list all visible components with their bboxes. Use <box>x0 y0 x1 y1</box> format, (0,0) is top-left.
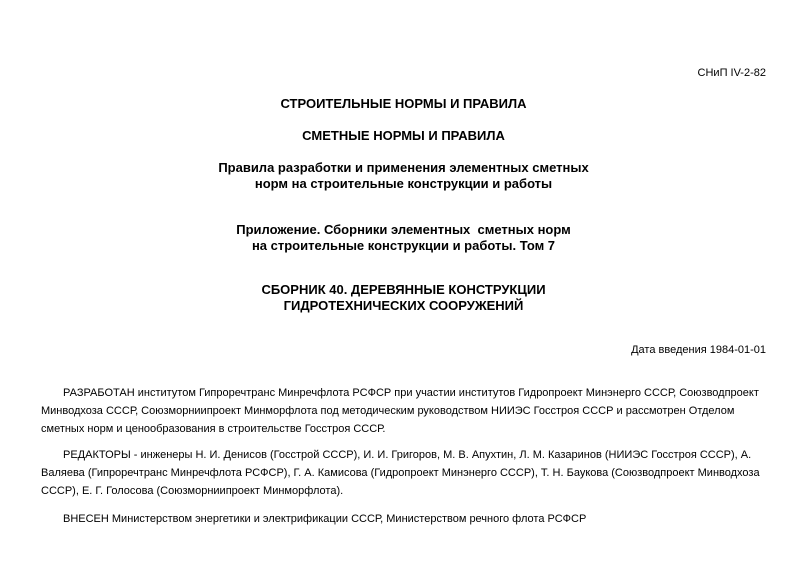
developed-line-3: сметных норм и ценообразования в строительстве Госстроя СССР. <box>41 423 386 435</box>
title-collection <box>0 282 807 314</box>
title-building-norms: СТРОИТЕЛЬНЫЕ НОРМЫ И ПРАВИЛА <box>280 96 527 111</box>
editors-line-1: РЕДАКТОРЫ - инженеры Н. И. Денисов (Госстрой СССР), И. И. Григоров, М. В. Апухтин, Л. М. Казаринов (НИИЭС Госстроя СССР), А. <box>63 449 752 461</box>
title-appendix-line2: на строительные конструкции и работы. Том 7 <box>251 238 556 253</box>
title-appendix <box>0 222 807 254</box>
title-estimate-norms: СМЕТНЫЕ НОРМЫ И ПРАВИЛА <box>302 128 505 143</box>
editors-line-2: Валяева (Гипроречтранс Минречфлота РСФСР), Г. А. Камисова (Гидропроект Минэнерго СССР), Т. Н. Баукова (Союзводпроект Минводхоза <box>41 467 760 479</box>
developed-line-1: РАЗРАБОТАН институтом Гипроречтранс Минречфлота РСФСР при участии институтов Гидропроект Минэнерго СССР, Союзводпроект <box>63 387 759 399</box>
title-collection-line2: ГИДРОТЕХНИЧЕСКИХ СООРУЖЕНИЙ <box>283 298 524 313</box>
introduction-date: Дата введения 1984-01-01 <box>631 344 766 356</box>
submitted-paragraph <box>41 510 807 528</box>
title-collection-line1: СБОРНИК 40. ДЕРЕВЯННЫЕ КОНСТРУКЦИИ <box>261 282 546 297</box>
title-rules-line1: Правила разработки и применения элементных сметных <box>218 160 589 175</box>
developed-paragraph <box>41 384 807 438</box>
document-code: СНиП IV-2-82 <box>697 67 766 79</box>
developed-line-2: Минводхоза СССР, Союзморниипроект Минморфлота под методическим руководством НИИЭС Госстроя СССР и рассмотрен Отделом <box>41 405 735 417</box>
title-appendix-line1: Приложение. Сборники элементных сметных норм <box>236 222 571 237</box>
editors-line-3: СССР), Е. Г. Голосова (Союзморниипроект Минморфлота). <box>41 485 344 497</box>
title-rules-line2: норм на строительные конструкции и работы <box>254 176 553 191</box>
submitted-line: ВНЕСЕН Министерством энергетики и электрификации СССР, Министерством речного флота РСФСР <box>63 513 587 525</box>
editors-paragraph <box>41 446 807 500</box>
title-rules <box>0 160 807 192</box>
